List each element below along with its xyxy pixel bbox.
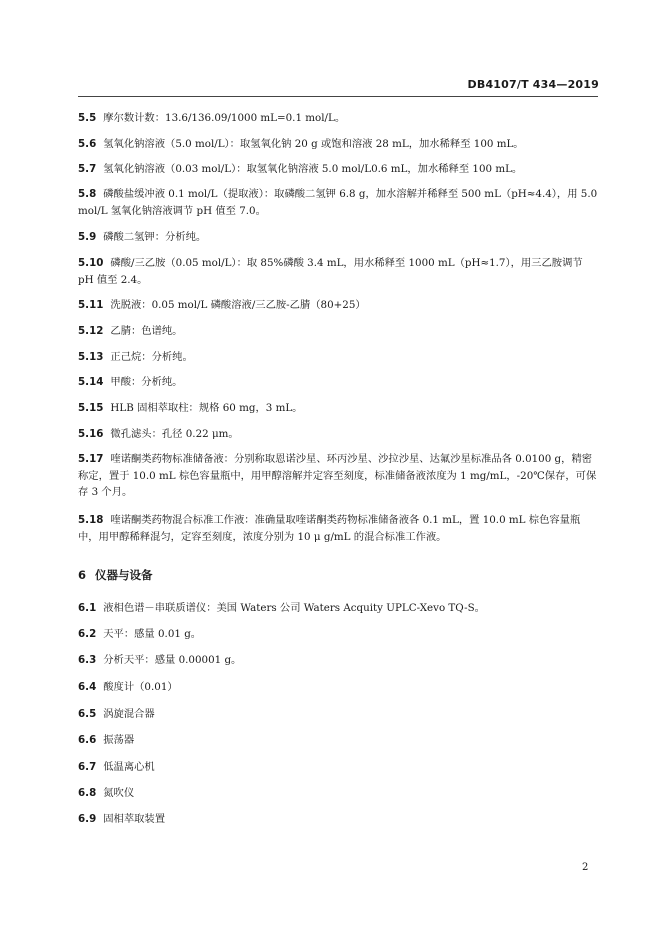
clause-6-5 — [78, 706, 600, 723]
clause-number: 5.9 — [78, 231, 97, 243]
clause-text: 磷酸二氢钾：分析纯。 — [103, 231, 207, 243]
clause-text: 涡旋混合器 — [103, 708, 155, 720]
clause-text: 天平：感量 0.01 g。 — [103, 628, 202, 640]
clause-5-8 — [78, 186, 600, 219]
clause-text: HLB 固相萃取柱：规格 60 mg，3 mL。 — [110, 402, 303, 414]
clause-5-9 — [78, 229, 600, 246]
clause-number: 5.15 — [78, 402, 104, 414]
section-heading — [78, 567, 153, 583]
header-rule — [78, 96, 598, 97]
clause-number: 5.7 — [78, 163, 97, 175]
clause-text: 磷酸/三乙胺（0.05 mol/L）：取 85%磷酸 3.4 mL，用水稀释至 1000 mL（pH≈1.7），用三乙胺调节 pH 值至 2.4。 — [78, 257, 583, 286]
clause-5-16 — [78, 426, 600, 443]
clause-5-13 — [78, 349, 600, 366]
clause-number: 5.16 — [78, 428, 104, 440]
clause-text: 液相色谱－串联质谱仪：美国 Waters 公司 Waters Acquity UPLC-Xevo TQ-S。 — [103, 602, 485, 614]
clause-number: 6.6 — [78, 734, 97, 746]
clause-6-3 — [78, 652, 600, 669]
clause-text: 正己烷：分析纯。 — [110, 351, 193, 363]
clause-text: 微孔滤头：孔径 0.22 μm。 — [110, 428, 239, 440]
clause-5-6 — [78, 136, 600, 153]
clause-6-6 — [78, 732, 600, 749]
clause-number: 5.13 — [78, 351, 104, 363]
clause-text: 乙腈：色谱纯。 — [110, 325, 183, 337]
clause-number: 5.10 — [78, 257, 104, 269]
clause-6-8 — [78, 785, 600, 802]
clause-number: 6.4 — [78, 681, 97, 693]
clause-5-14 — [78, 374, 600, 391]
clause-5-10 — [78, 255, 600, 288]
clause-text: 氢氧化钠溶液（5.0 mol/L）：取氢氧化钠 20 g 或饱和溶液 28 mL，加水稀释至 100 mL。 — [103, 138, 524, 150]
clause-6-9 — [78, 811, 600, 828]
clause-number: 5.11 — [78, 299, 104, 311]
clause-text: 低温离心机 — [103, 761, 155, 773]
clause-5-5 — [78, 110, 600, 127]
document-code: DB4107/T 434—2019 — [467, 78, 599, 91]
clause-6-4 — [78, 679, 600, 696]
clause-text: 摩尔数计数：13.6/136.09/1000 mL=0.1 mol/L。 — [103, 112, 346, 124]
clause-text: 磷酸盐缓冲液 0.1 mol/L（提取液）：取磷酸二氢钾 6.8 g，加水溶解并稀释至 500 mL（pH≈4.4），用 5.0 mol/L 氢氧化钠溶液调节 pH 值至 7.0。 — [78, 188, 598, 217]
clause-6-2 — [78, 626, 600, 643]
clause-5-17 — [78, 451, 600, 501]
clause-5-18 — [78, 512, 600, 545]
clause-number: 6.5 — [78, 708, 97, 720]
clause-number: 6.7 — [78, 761, 97, 773]
section-number: 6 — [78, 568, 87, 582]
clause-6-7 — [78, 759, 600, 776]
clause-number: 6.1 — [78, 602, 97, 614]
clause-5-12 — [78, 323, 600, 340]
clause-number: 5.18 — [78, 514, 104, 526]
clause-text: 分析天平：感量 0.00001 g。 — [103, 654, 242, 666]
clause-text: 洗脱液：0.05 mol/L 磷酸溶液/三乙胺-乙腈（80+25） — [110, 299, 366, 311]
clause-5-15 — [78, 400, 600, 417]
clause-number: 6.8 — [78, 787, 97, 799]
page-number: 2 — [582, 862, 589, 873]
clause-text: 振荡器 — [103, 734, 135, 746]
clause-text: 氢氧化钠溶液（0.03 mol/L）：取氢氧化钠溶液 5.0 mol/L0.6 mL，加水稀释至 100 mL。 — [103, 163, 523, 175]
clause-text: 喹诺酮类药物混合标准工作液：准确量取喹诺酮类药物标准储备液各 0.1 mL，置 10.0 mL 棕色容量瓶中，用甲醇稀释混匀，定容至刻度，浓度分别为 10 μ g/mL 的混合标准工作液。 — [78, 514, 581, 543]
clause-text: 固相萃取装置 — [103, 813, 166, 825]
clause-number: 5.14 — [78, 376, 104, 388]
clause-number: 5.5 — [78, 112, 97, 124]
clause-number: 5.8 — [78, 188, 97, 200]
clause-text: 喹诺酮类药物标准储备液：分别称取恩诺沙星、环丙沙星、沙拉沙星、达氟沙星标准品各 0.0100 g，精密称定，置于 10.0 mL 棕色容量瓶中，用甲醇溶解并定容至刻度，标准储备液浓度为 1 mg/mL，-20℃保存，可保存 3 个月。 — [78, 453, 597, 498]
clause-6-1 — [78, 600, 600, 617]
clause-number: 6.9 — [78, 813, 97, 825]
clause-5-11 — [78, 297, 600, 314]
clause-number: 6.3 — [78, 654, 97, 666]
section-title-text: 仪器与设备 — [95, 568, 153, 582]
clause-number: 6.2 — [78, 628, 97, 640]
clause-number: 5.12 — [78, 325, 104, 337]
clause-5-7 — [78, 161, 600, 178]
clause-text: 甲酸：分析纯。 — [110, 376, 183, 388]
clause-text: 酸度计（0.01） — [103, 681, 178, 693]
clause-number: 5.17 — [78, 453, 104, 465]
clause-text: 氮吹仪 — [103, 787, 135, 799]
clause-number: 5.6 — [78, 138, 97, 150]
